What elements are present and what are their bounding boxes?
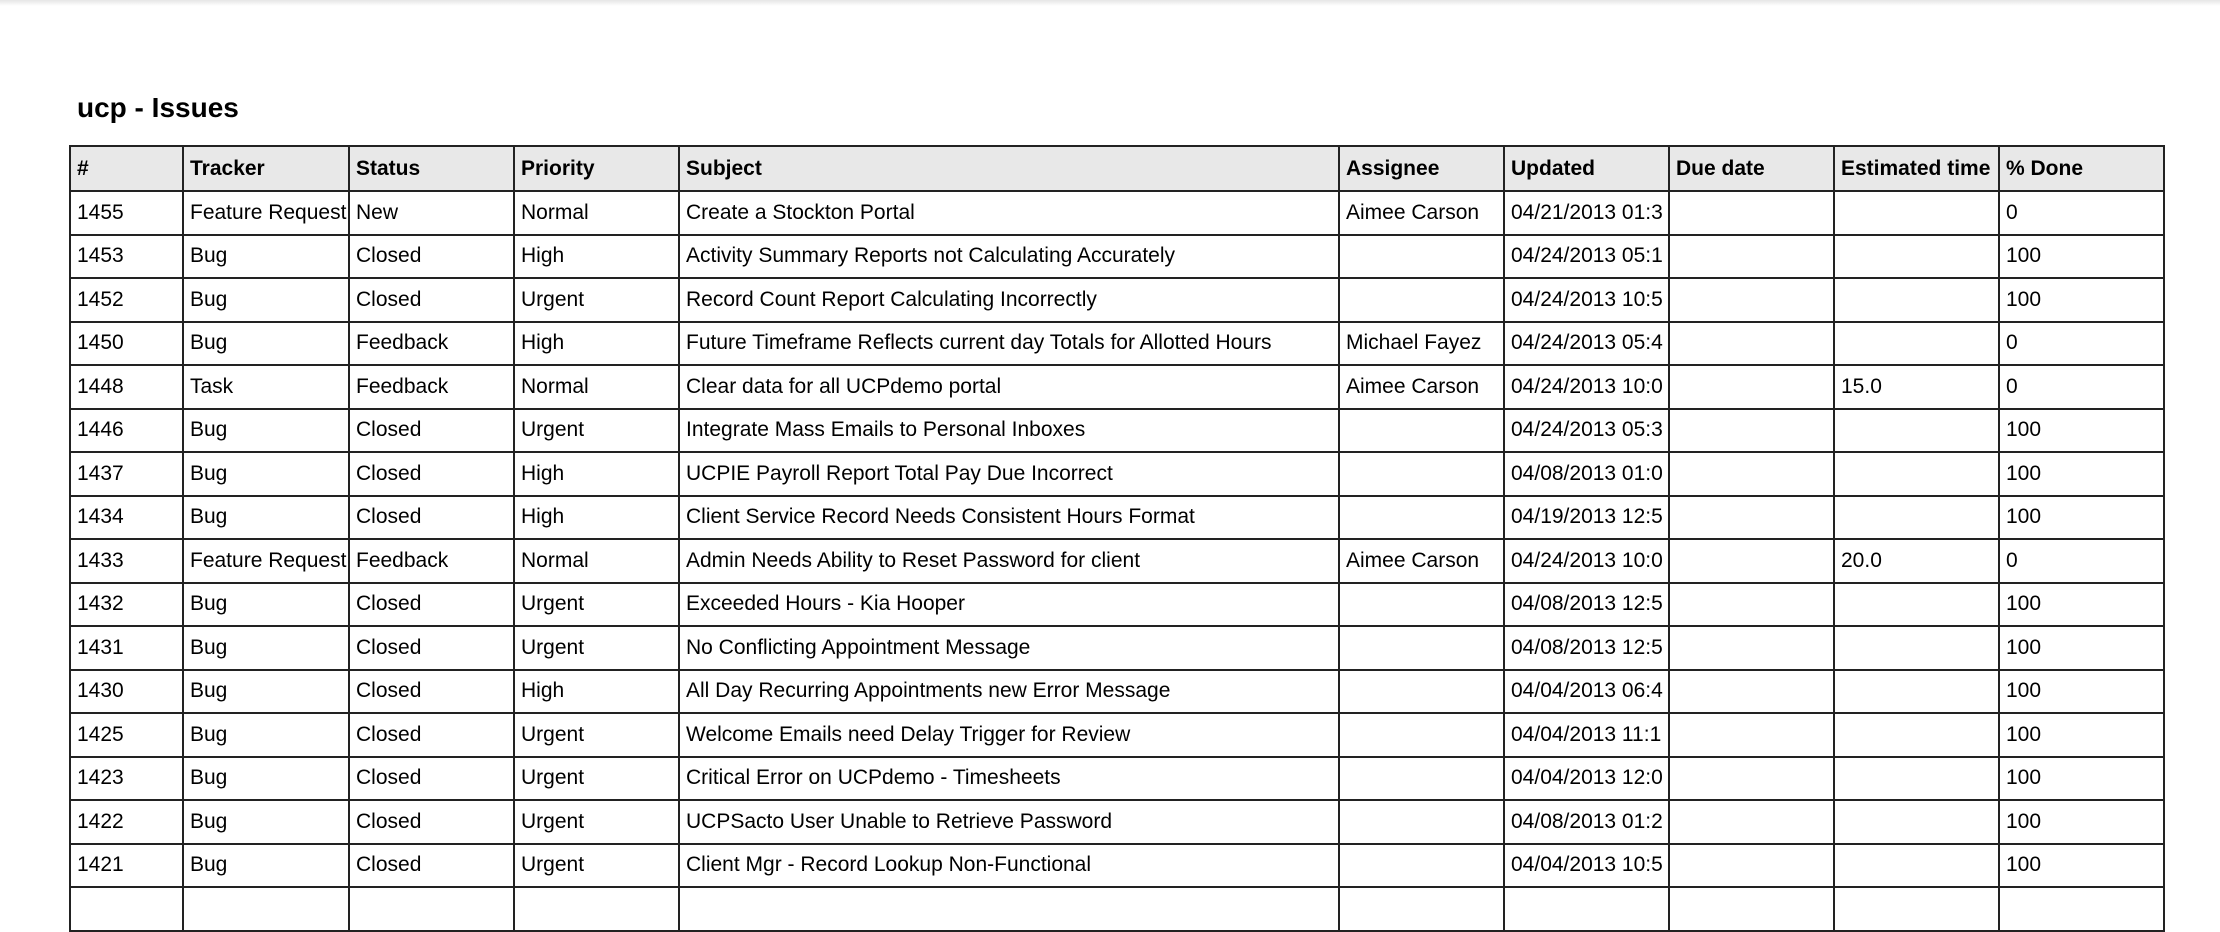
cell-tracker: Bug [183,409,349,453]
cell-subject: Admin Needs Ability to Reset Password for client [679,539,1339,583]
cell-updated: 04/08/2013 12:5 [1504,583,1669,627]
cell-updated: 04/04/2013 10:5 [1504,844,1669,888]
cell-assignee [1339,409,1504,453]
cell-estimated-time [1834,844,1999,888]
cell-subject: All Day Recurring Appointments new Error Message [679,670,1339,714]
cell-estimated-time [1834,583,1999,627]
cell-estimated-time [1834,713,1999,757]
cell-due-date [1669,757,1834,801]
cell-assignee [1339,713,1504,757]
cell-due-date [1669,713,1834,757]
column-header-priority: Priority [514,146,679,191]
cell-id: 1450 [70,322,183,366]
cell-assignee [1339,800,1504,844]
column-header-subject: Subject [679,146,1339,191]
cell-subject: UCPSacto User Unable to Retrieve Password [679,800,1339,844]
cell-status: Closed [349,757,514,801]
cell-due-date [1669,844,1834,888]
cell-priority: Normal [514,191,679,235]
cell-status: Closed [349,278,514,322]
cell-assignee: Aimee Carson [1339,539,1504,583]
cell-tracker: Feature Request [183,191,349,235]
cell-subject: UCPIE Payroll Report Total Pay Due Incorrect [679,452,1339,496]
cell-subject: Critical Error on UCPdemo - Timesheets [679,757,1339,801]
cell-priority: Urgent [514,844,679,888]
cell-percent-done: 100 [1999,452,2164,496]
cell-assignee: Michael Fayez [1339,322,1504,366]
cell-percent-done: 100 [1999,235,2164,279]
cell-id: 1422 [70,800,183,844]
cell-tracker: Bug [183,800,349,844]
cell-assignee [1339,757,1504,801]
cell-assignee [1339,452,1504,496]
cell-due-date [1669,496,1834,540]
cell-due-date [1669,452,1834,496]
cell-tracker: Bug [183,235,349,279]
cell-status: Closed [349,409,514,453]
cell-percent-done: 0 [1999,539,2164,583]
cell-subject: Client Service Record Needs Consistent Hours Format [679,496,1339,540]
cell-status: Closed [349,670,514,714]
cell-id: 1431 [70,626,183,670]
cell-subject: Future Timeframe Reflects current day Totals for Allotted Hours [679,322,1339,366]
cell-status: Closed [349,496,514,540]
column-header-status: Status [349,146,514,191]
cell-tracker: Bug [183,757,349,801]
table-row [70,322,2164,366]
cell-due-date [1669,583,1834,627]
cell-id: 1425 [70,713,183,757]
table-row [70,670,2164,714]
cell-tracker: Bug [183,583,349,627]
cell-due-date [1669,235,1834,279]
cell-updated: 04/08/2013 12:5 [1504,626,1669,670]
column-header-assignee: Assignee [1339,146,1504,191]
cell-percent-done: 100 [1999,409,2164,453]
table-row [70,452,2164,496]
cell-estimated-time: 15.0 [1834,365,1999,409]
cell-priority: Urgent [514,713,679,757]
cell-percent-done: 0 [1999,191,2164,235]
cell-assignee [1339,670,1504,714]
cell-percent-done: 100 [1999,626,2164,670]
table-row [70,583,2164,627]
column-header-estimated-time: Estimated time [1834,146,1999,191]
cell-estimated-time [1834,452,1999,496]
cell-estimated-time [1834,322,1999,366]
cell-percent-done: 100 [1999,757,2164,801]
page-title: ucp - Issues [77,92,239,123]
issues-table [69,145,2165,932]
cell-estimated-time [1834,626,1999,670]
cell-percent-done: 0 [1999,322,2164,366]
table-body [70,191,2164,931]
cell-percent-done: 100 [1999,844,2164,888]
cell-percent-done: 100 [1999,583,2164,627]
cell-priority: High [514,235,679,279]
cell-assignee [1339,496,1504,540]
cell-status: Closed [349,452,514,496]
table-row [70,539,2164,583]
cell-estimated-time [1834,191,1999,235]
cell-id: 1434 [70,496,183,540]
table-row [70,713,2164,757]
table-row [70,496,2164,540]
cell-priority: Urgent [514,278,679,322]
cell-updated: 04/24/2013 05:3 [1504,409,1669,453]
cell-id: 1448 [70,365,183,409]
cell-percent-done: 100 [1999,713,2164,757]
table-row [70,800,2164,844]
cell-due-date [1669,626,1834,670]
cell-estimated-time [1834,670,1999,714]
column-header-id: # [70,146,183,191]
cell-id: 1452 [70,278,183,322]
cell-tracker: Bug [183,452,349,496]
cell-due-date [1669,278,1834,322]
cell-due-date [1669,539,1834,583]
cell-tracker: Bug [183,496,349,540]
cell-due-date [1669,191,1834,235]
cell-tracker: Bug [183,626,349,670]
cell-updated: 04/19/2013 12:5 [1504,496,1669,540]
cell-priority: Normal [514,365,679,409]
cell-subject: Client Mgr - Record Lookup Non-Functional [679,844,1339,888]
cell-subject: Clear data for all UCPdemo portal [679,365,1339,409]
cell-priority: Normal [514,539,679,583]
cell-subject: Create a Stockton Portal [679,191,1339,235]
table-row [70,409,2164,453]
cell-estimated-time: 20.0 [1834,539,1999,583]
cell-status: Closed [349,713,514,757]
cell-assignee [1339,583,1504,627]
cell-estimated-time [1834,235,1999,279]
cell-id: 1430 [70,670,183,714]
cell-status: Feedback [349,365,514,409]
cell-percent-done: 100 [1999,670,2164,714]
cell-assignee [1339,844,1504,888]
cell-assignee [1339,235,1504,279]
cell-subject: No Conflicting Appointment Message [679,626,1339,670]
cell-id: 1453 [70,235,183,279]
cell-updated: 04/21/2013 01:3 [1504,191,1669,235]
cell-updated: 04/04/2013 11:1 [1504,713,1669,757]
cell-due-date [1669,409,1834,453]
cell-estimated-time [1834,496,1999,540]
column-header-percent-done: % Done [1999,146,2164,191]
column-header-due-date: Due date [1669,146,1834,191]
cell-priority: Urgent [514,626,679,670]
cell-subject: Integrate Mass Emails to Personal Inboxes [679,409,1339,453]
cell-tracker: Bug [183,844,349,888]
cell-status: Closed [349,235,514,279]
cell-status: Closed [349,844,514,888]
cell-subject: Welcome Emails need Delay Trigger for Review [679,713,1339,757]
cell-percent-done: 0 [1999,365,2164,409]
cell-id: 1455 [70,191,183,235]
cell-updated: 04/04/2013 06:4 [1504,670,1669,714]
cell-percent-done: 100 [1999,496,2164,540]
cell-subject: Activity Summary Reports not Calculating Accurately [679,235,1339,279]
cell-id: 1437 [70,452,183,496]
cell-id: 1423 [70,757,183,801]
cell-status: Feedback [349,539,514,583]
cell-assignee [1339,278,1504,322]
cell-due-date [1669,322,1834,366]
cell-updated: 04/24/2013 05:1 [1504,235,1669,279]
table-row [70,235,2164,279]
cell-priority: Urgent [514,409,679,453]
cell-percent-done: 100 [1999,278,2164,322]
table-header-row [70,146,2164,191]
cell-id: 1433 [70,539,183,583]
cell-status: New [349,191,514,235]
page-top-edge [0,0,2220,6]
cell-estimated-time [1834,757,1999,801]
cell-updated: 04/08/2013 01:2 [1504,800,1669,844]
cell-tracker: Bug [183,713,349,757]
cell-updated: 04/04/2013 12:0 [1504,757,1669,801]
table-row [70,191,2164,235]
cell-status: Closed [349,583,514,627]
cell-tracker: Bug [183,278,349,322]
cell-due-date [1669,800,1834,844]
column-header-tracker: Tracker [183,146,349,191]
cell-subject: Exceeded Hours - Kia Hooper [679,583,1339,627]
cell-status: Feedback [349,322,514,366]
cell-id: 1421 [70,844,183,888]
cell-due-date [1669,365,1834,409]
cell-tracker: Bug [183,670,349,714]
table-row [70,278,2164,322]
cell-priority: High [514,496,679,540]
column-header-updated: Updated [1504,146,1669,191]
cell-status: Closed [349,800,514,844]
cell-estimated-time [1834,409,1999,453]
cell-updated: 04/24/2013 05:4 [1504,322,1669,366]
table-row [70,844,2164,888]
cell-estimated-time [1834,800,1999,844]
cell-id: 1446 [70,409,183,453]
cell-assignee [1339,626,1504,670]
cell-priority: Urgent [514,800,679,844]
cell-subject: Record Count Report Calculating Incorrectly [679,278,1339,322]
cell-assignee: Aimee Carson [1339,365,1504,409]
cell-tracker: Bug [183,322,349,366]
cell-updated: 04/24/2013 10:0 [1504,539,1669,583]
cell-tracker: Task [183,365,349,409]
cell-priority: High [514,670,679,714]
table-row [70,626,2164,670]
cell-id: 1432 [70,583,183,627]
cell-assignee: Aimee Carson [1339,191,1504,235]
cell-status: Closed [349,626,514,670]
cell-updated: 04/24/2013 10:0 [1504,365,1669,409]
table-row [70,757,2164,801]
cell-estimated-time [1834,278,1999,322]
cell-percent-done: 100 [1999,800,2164,844]
cell-tracker: Feature Request [183,539,349,583]
cell-priority: High [514,452,679,496]
cell-priority: Urgent [514,757,679,801]
cell-due-date [1669,670,1834,714]
cell-priority: Urgent [514,583,679,627]
cell-updated: 04/08/2013 01:0 [1504,452,1669,496]
cell-priority: High [514,322,679,366]
cell-updated: 04/24/2013 10:5 [1504,278,1669,322]
table-row [70,365,2164,409]
